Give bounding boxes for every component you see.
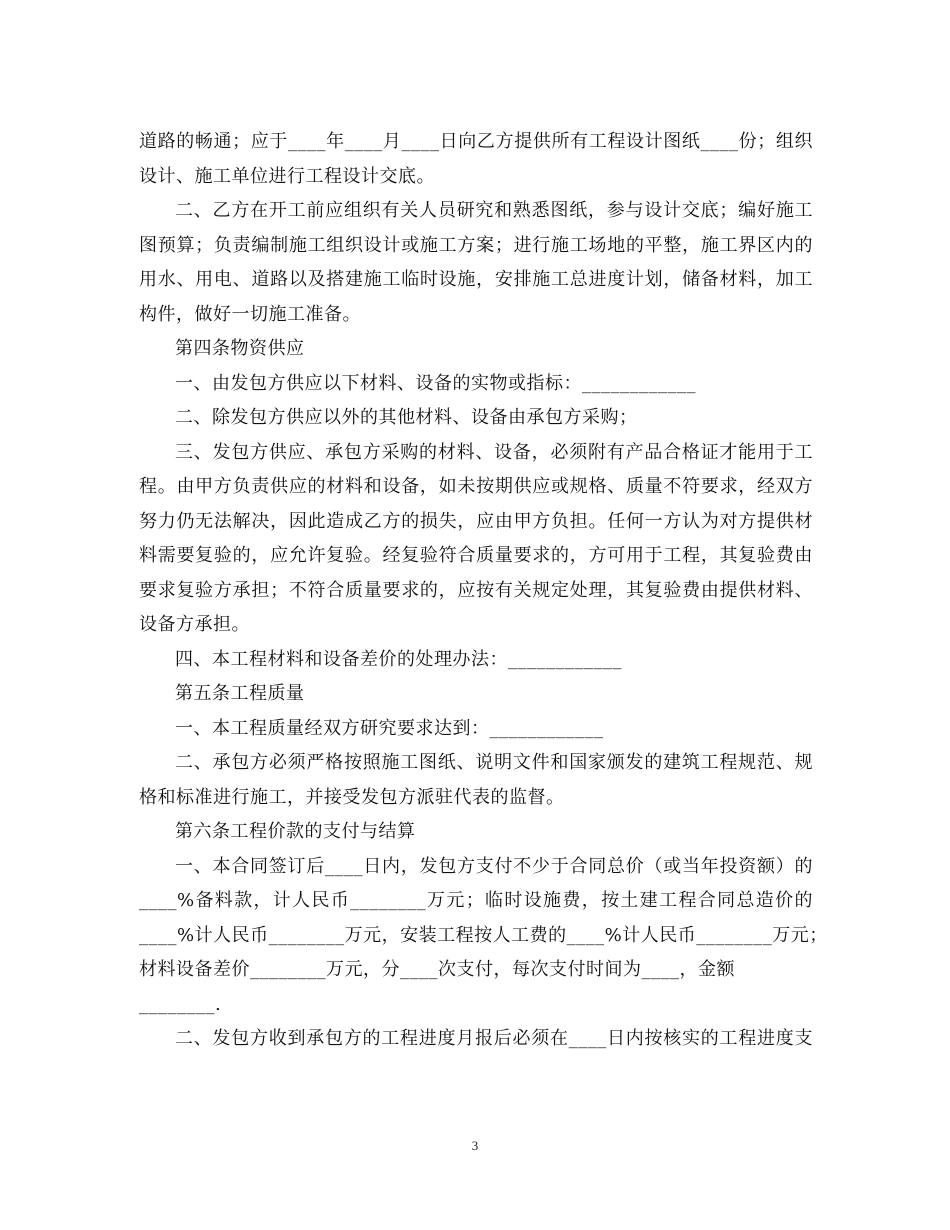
page-number: 3: [471, 1138, 479, 1153]
paragraph-line-4: 图预算；负责编制施工组织设计或施工方案；进行施工场地的平整，施工界区内的: [139, 234, 813, 256]
paragraph-line-11: 程。由甲方负责供应的材料和设备，如未按期供应或规格、质量不符要求，经双方: [139, 476, 813, 497]
contract-body: [139, 125, 828, 1057]
paragraph-line-5: 用水、用电、道路以及搭建施工临时设施，安排施工总进度计划，储备材料，加工: [139, 269, 813, 290]
paragraph-line-22: 一、本合同签订后____日内，发包方支付不少于合同总价（或当年投资额）的: [175, 855, 813, 877]
section-heading-quality: 第五条工程质量: [175, 683, 305, 704]
section-heading-materials: 第四条物资供应: [175, 338, 305, 359]
paragraph-line-24: ____%计人民币________万元，安装工程按人工费的____%计人民币________万元；: [139, 924, 828, 946]
paragraph-line-15: 设备方承担。: [139, 614, 250, 635]
paragraph-line-23: ____%备料款，计人民币________万元；临时设施费，按土建工程合同总造价的: [139, 890, 813, 911]
section-heading-payment: 第六条工程价款的支付与结算: [175, 821, 416, 842]
paragraph-line-10: 三、发包方供应、承包方采购的材料、设备，必须附有产品合格证才能用于工: [175, 441, 813, 463]
paragraph-line-26: ________.: [139, 993, 222, 1015]
paragraph-line-3: 二、乙方在开工前应组织有关人员研究和熟悉图纸，参与设计交底；编好施工: [175, 200, 813, 221]
paragraph-line-16: 四、本工程材料和设备差价的处理办法：____________: [175, 648, 622, 670]
paragraph-line-1: 道路的畅通；应于____年____月____日向乙方提供所有工程设计图纸____份；组织: [139, 131, 813, 152]
paragraph-line-19: 二、承包方必须严格按照施工图纸、说明文件和国家颁发的建筑工程规范、规: [175, 752, 813, 773]
paragraph-line-13: 料需要复验的，应允许复验。经复验符合质量要求的，方可用于工程，其复验费由: [139, 545, 813, 566]
paragraph-line-2: 设计、施工单位进行工程设计交底。: [139, 165, 435, 187]
paragraph-line-9: 二、除发包方供应以外的其他材料、设备由承包方采购；: [175, 407, 638, 428]
paragraph-line-14: 要求复验方承担；不符合质量要求的，应按有关规定处理，其复验费由提供材料、: [139, 579, 813, 601]
paragraph-line-25: 材料设备差价________万元，分____次支付，每次支付时间为____，金额: [139, 959, 735, 980]
paragraph-line-8: 一、由发包方供应以下材料、设备的实物或指标：____________: [175, 372, 696, 394]
paragraph-line-20: 格和标准进行施工，并接受发包方派驻代表的监督。: [139, 786, 565, 808]
paragraph-line-27: 二、发包方收到承包方的工程进度月报后必须在____日内按核实的工程进度支: [175, 1028, 813, 1049]
paragraph-line-12: 努力仍无法解决，因此造成乙方的损失，应由甲方负担。任何一方认为对方提供材: [139, 510, 813, 532]
paragraph-line-18: 一、本工程质量经双方研究要求达到：____________: [175, 717, 604, 739]
paragraph-line-6: 构件，做好一切施工准备。: [139, 303, 361, 325]
